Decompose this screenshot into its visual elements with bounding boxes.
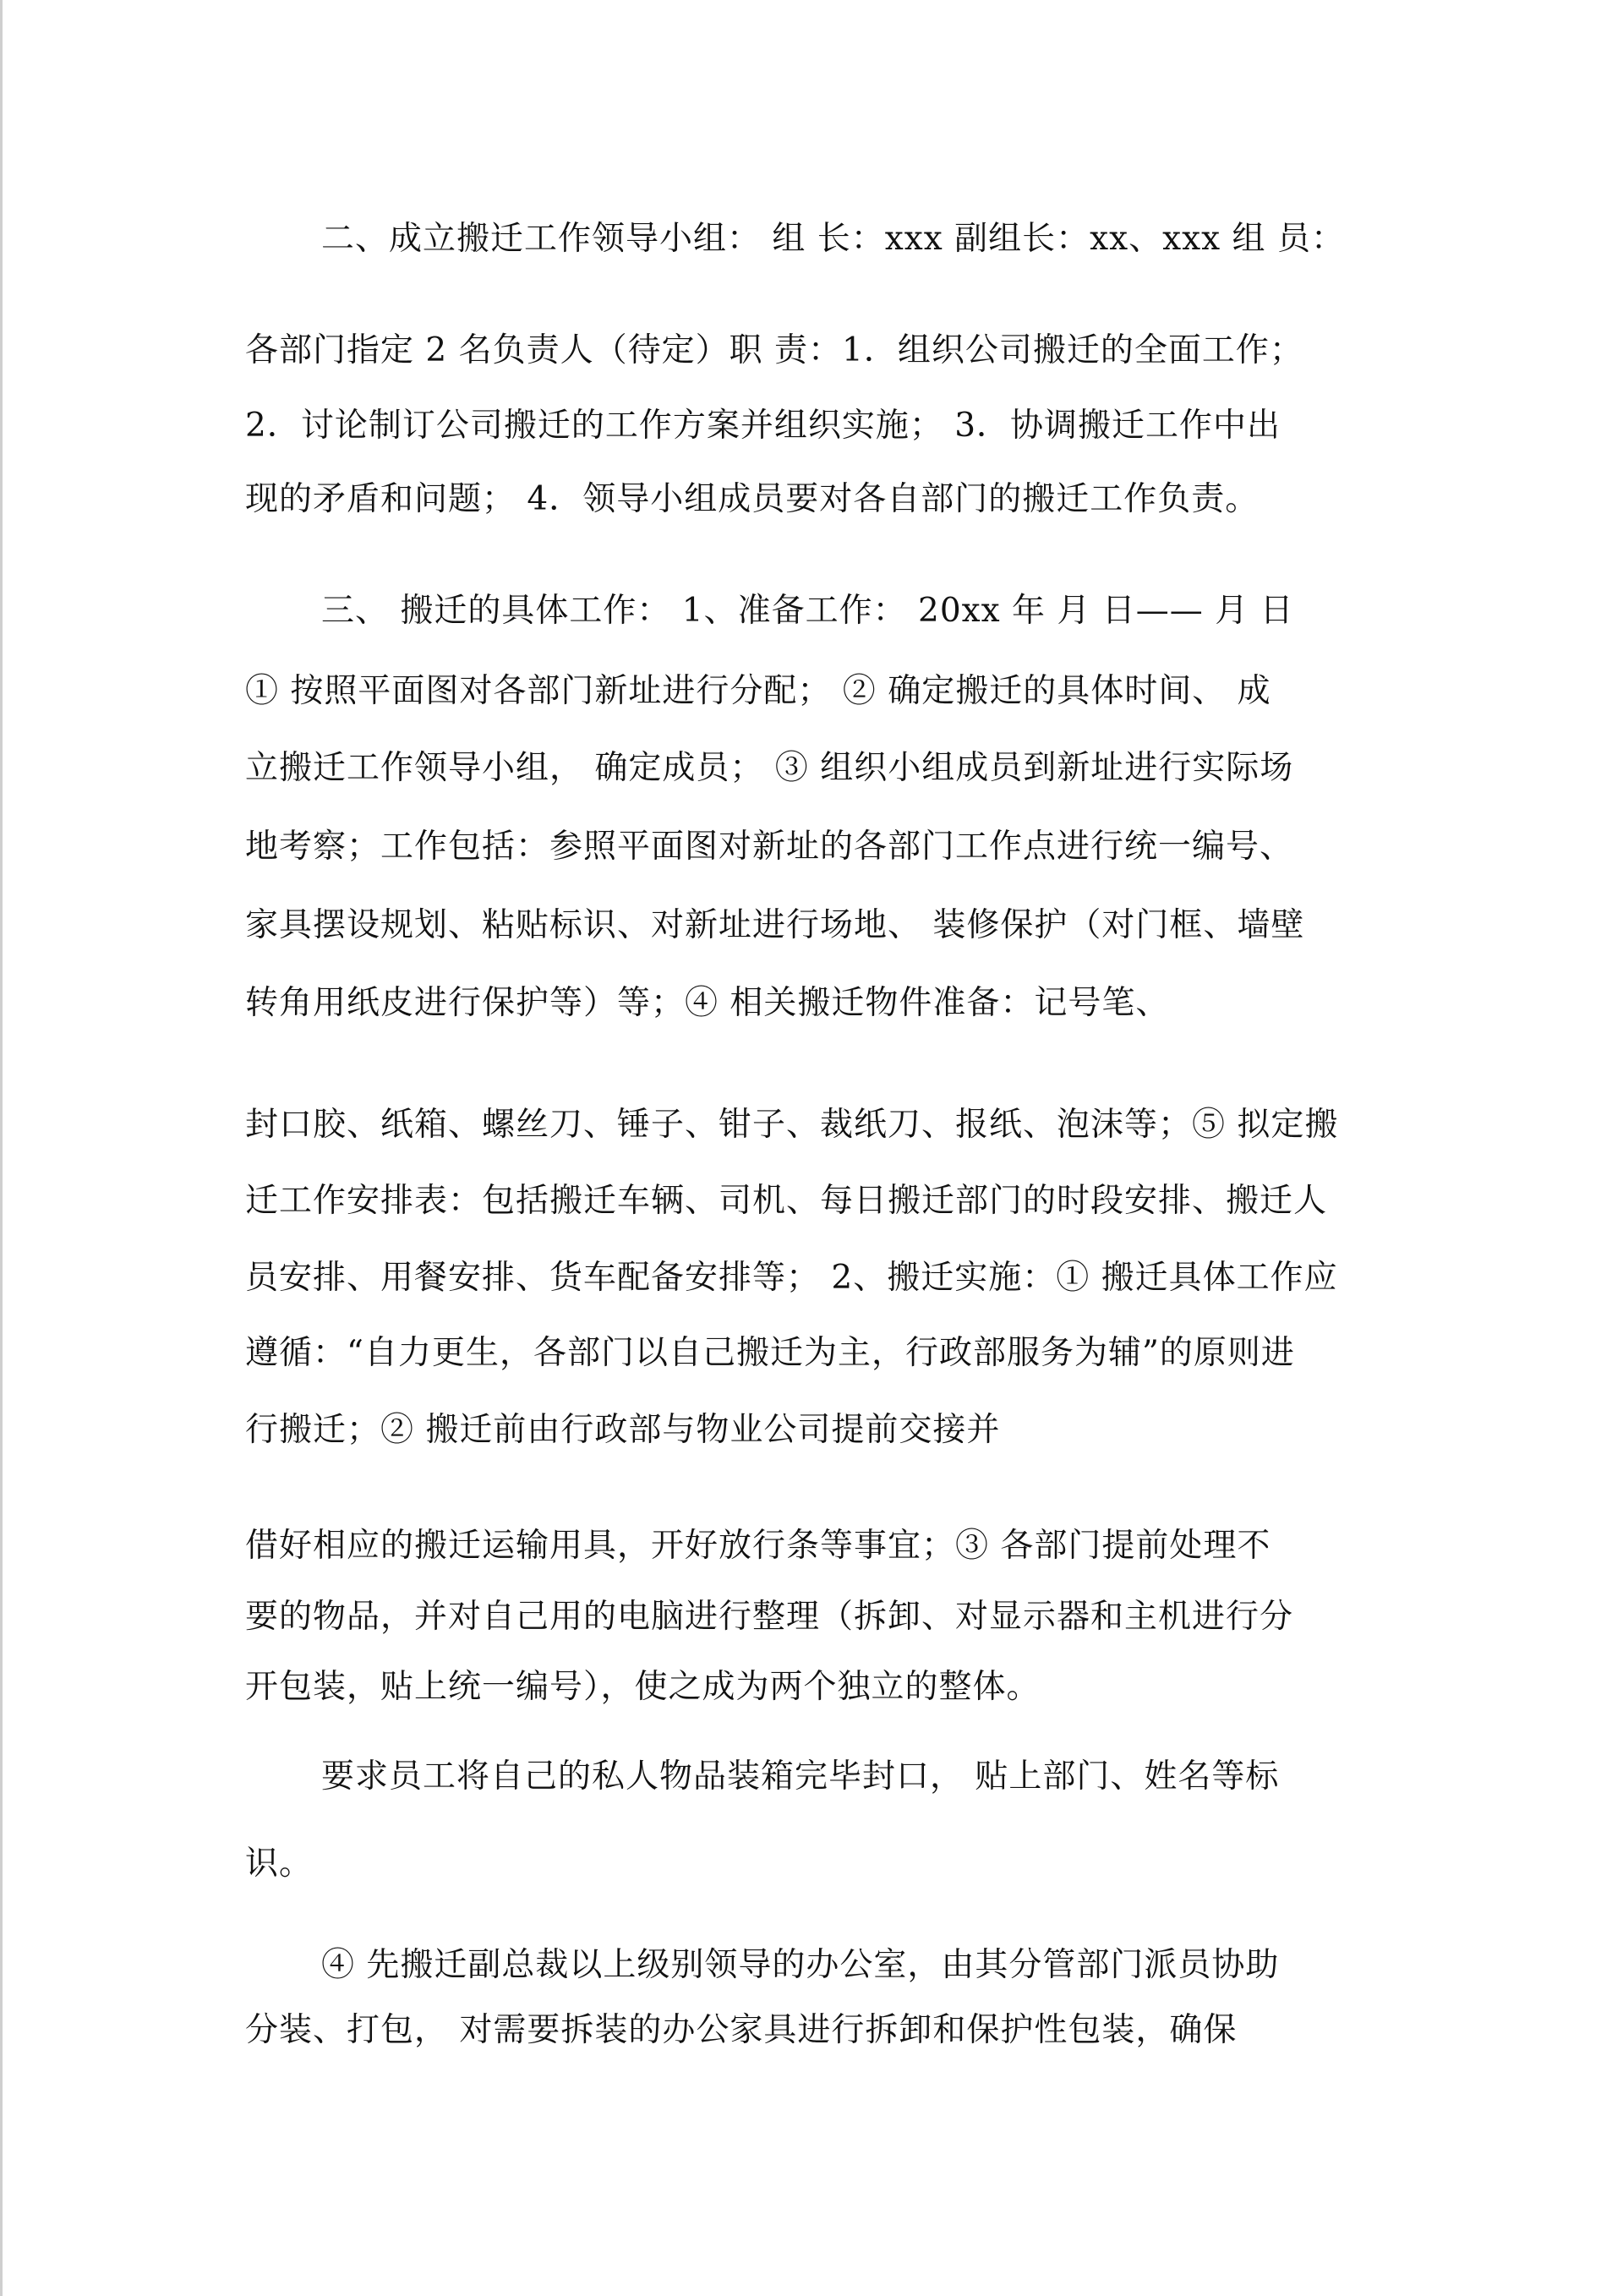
text-line: 封口胶、纸箱、螺丝刀、锤子、钳子、裁纸刀、报纸、泡沫等；⑤ 拟定搬	[245, 1106, 1339, 1144]
text-line: 转角用纸皮进行保护等）等；④ 相关搬迁物件准备：记号笔、	[245, 984, 1170, 1022]
text-line: 地考察；工作包括：参照平面图对新址的各部门工作点进行统一编号、	[245, 828, 1294, 866]
text-line: ④ 先搬迁副总裁以上级别领导的办公室，由其分管部门派员协助	[321, 1946, 1280, 1984]
text-line: 借好相应的搬迁运输用具，开好放行条等事宜；③ 各部门提前处理不	[245, 1527, 1271, 1565]
section-two-heading-line: 二、成立搬迁工作领导小组： 组 长：xxx 副组长：xx、xxx 组 员：	[321, 220, 1345, 258]
text-line: 家具摆设规划、粘贴标识、对新址进行场地、 装修保护（对门框、墙壁	[245, 906, 1305, 944]
text-line: 立搬迁工作领导小组， 确定成员； ③ 组织小组成员到新址进行实际场	[245, 749, 1294, 787]
text-line: 要的物品，并对自己用的电脑进行整理（拆卸、对显示器和主机进行分	[245, 1598, 1294, 1636]
text-line: 分装、打包， 对需要拆装的办公家具进行拆卸和保护性包装，确保	[245, 2011, 1238, 2049]
section-three-heading-line: 三、 搬迁的具体工作： 1、准备工作： 20xx 年 月 日—— 月 日	[321, 592, 1294, 630]
text-line: 开包装，贴上统一编号），使之成为两个独立的整体。	[245, 1668, 1041, 1706]
text-line: 要求员工将自己的私人物品装箱完毕封口， 贴上部门、姓名等标	[321, 1758, 1280, 1796]
text-line: 迁工作安排表：包括搬迁车辆、司机、每日搬迁部门的时段安排、搬迁人	[245, 1182, 1328, 1220]
text-line: ① 按照平面图对各部门新址进行分配； ② 确定搬迁的具体时间、 成	[245, 672, 1271, 710]
text-line: 员安排、用餐安排、货车配备安排等； 2、搬迁实施：① 搬迁具体工作应	[245, 1259, 1338, 1297]
text-line: 各部门指定 2 名负责人（待定）职 责：1．组织公司搬迁的全面工作；	[245, 331, 1303, 369]
text-line: 遵循：“自力更生，各部门以自己搬迁为主，行政部服务为辅”的原则进	[245, 1334, 1295, 1372]
text-line: 现的矛盾和问题； 4．领导小组成员要对各自部门的搬迁工作负责。	[245, 480, 1260, 518]
page-edge-divider	[0, 0, 3, 2296]
text-line: 识。	[245, 1845, 314, 1883]
text-line: 行搬迁；② 搬迁前由行政部与物业公司提前交接并	[245, 1411, 1001, 1449]
text-line: 2．讨论制订公司搬迁的工作方案并组织实施； 3．协调搬迁工作中出	[245, 407, 1281, 445]
